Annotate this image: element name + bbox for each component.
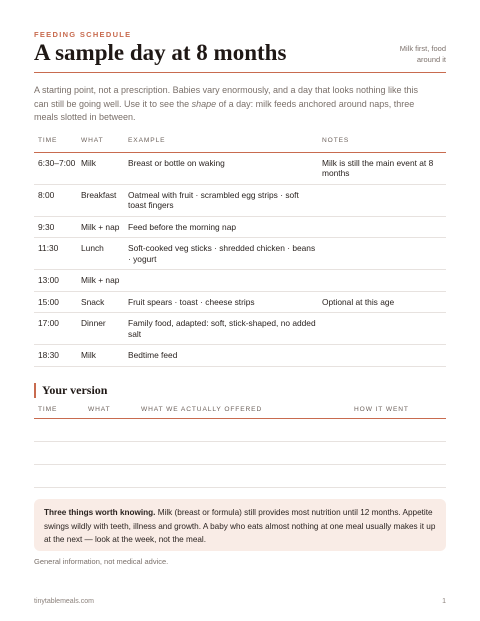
cell-example: Fruit spears · toast · cheese strips (124, 291, 318, 313)
column-header-time: TIME (34, 132, 77, 152)
cell-time: 15:00 (34, 291, 77, 313)
cell-what: Snack (77, 291, 124, 313)
cell-example: Bedtime feed (124, 345, 318, 367)
section-accent-bar (34, 383, 36, 398)
blank-cell[interactable] (84, 419, 137, 442)
cell-what: Milk (77, 345, 124, 367)
blank-entry-row[interactable] (34, 419, 446, 442)
column-header-offered: WHAT WE ACTUALLY OFFERED (137, 401, 350, 419)
cell-time: 8:00 (34, 184, 77, 216)
cell-what: Milk + nap (77, 216, 124, 238)
schedule-header-row (34, 132, 446, 152)
column-header-example: EXAMPLE (124, 132, 318, 152)
blank-cell[interactable] (84, 465, 137, 488)
intro-paragraph (34, 84, 434, 125)
cell-time: 17:00 (34, 313, 77, 345)
cell-time: 9:30 (34, 216, 77, 238)
cell-notes (318, 216, 446, 238)
blank-cell[interactable] (350, 419, 446, 442)
cell-example: Feed before the morning nap (124, 216, 318, 238)
your-version-header-row (34, 401, 446, 419)
table-row (34, 216, 446, 238)
cell-notes (318, 270, 446, 292)
cell-example: Breast or bottle on waking (124, 152, 318, 184)
blank-cell[interactable] (34, 442, 84, 465)
table-row (34, 184, 446, 216)
blank-cell[interactable] (350, 442, 446, 465)
disclaimer: General information, not medical advice. (34, 557, 169, 566)
blank-cell[interactable] (137, 419, 350, 442)
column-header-what: WHAT (84, 401, 137, 419)
intro-emphasis: shape (191, 98, 217, 109)
callout-box (34, 499, 446, 551)
table-row (34, 345, 446, 367)
table-row (34, 270, 446, 292)
cell-what: Milk + nap (77, 270, 124, 292)
cell-what: Dinner (77, 313, 124, 345)
cell-notes (318, 238, 446, 270)
callout-lead: Three things worth knowing. (44, 508, 156, 517)
schedule-table (34, 132, 446, 367)
blank-cell[interactable] (34, 419, 84, 442)
cell-example: Family food, adapted: soft, stick-shaped, no added salt (124, 313, 318, 345)
intro-text-1: A starting point, not a prescription. Babies vary enormously, and a day that looks nothing like this can still be going well. Use it to see the (34, 85, 419, 109)
table-row (34, 313, 446, 345)
blank-cell[interactable] (84, 442, 137, 465)
cell-example: Soft-cooked veg sticks · shredded chicken · beans · yogurt (124, 238, 318, 270)
title-rule (34, 72, 446, 73)
cell-time: 6:30–7:00 (34, 152, 77, 184)
blank-cell[interactable] (34, 465, 84, 488)
column-header-how-it-went: HOW IT WENT (350, 401, 446, 419)
cell-example (124, 270, 318, 292)
column-header-time: TIME (34, 401, 84, 419)
cell-notes (318, 184, 446, 216)
eyebrow-label: FEEDING SCHEDULE (34, 30, 132, 39)
cell-time: 13:00 (34, 270, 77, 292)
cell-notes (318, 345, 446, 367)
cell-what: Milk (77, 152, 124, 184)
column-header-notes: NOTES (318, 132, 446, 152)
table-row (34, 291, 446, 313)
your-version-heading: Your version (42, 383, 108, 397)
cell-what: Breakfast (77, 184, 124, 216)
cell-time: 18:30 (34, 345, 77, 367)
cell-example: Oatmeal with fruit · scrambled egg strips · soft toast fingers (124, 184, 318, 216)
table-row (34, 152, 446, 184)
your-version-table (34, 401, 446, 488)
page-title: A sample day at 8 months (34, 40, 287, 65)
intro-text-2: of a day: milk feeds anchored around naps, three meals slotted in between. (34, 98, 415, 122)
side-note: Milk first, food around it (399, 44, 446, 64)
cell-notes: Milk is still the main event at 8 months (318, 152, 446, 184)
cell-notes: Optional at this age (318, 291, 446, 313)
blank-entry-row[interactable] (34, 465, 446, 488)
blank-cell[interactable] (350, 465, 446, 488)
page-number: 1 (442, 598, 446, 605)
column-header-what: WHAT (77, 132, 124, 152)
blank-cell[interactable] (137, 442, 350, 465)
cell-what: Lunch (77, 238, 124, 270)
cell-time: 11:30 (34, 238, 77, 270)
callout-body: Milk (breast or formula) still provides most nutrition until 12 months. Appetite swings wildly with teeth, illness and growth. A baby who eats almost nothing at one meal usually makes it up at the next — look at the week, not the meal. (44, 508, 436, 544)
blank-entry-row[interactable] (34, 442, 446, 465)
cell-notes (318, 313, 446, 345)
footer-site-link[interactable]: tinytablemeals.com (34, 598, 94, 605)
table-row (34, 238, 446, 270)
blank-cell[interactable] (137, 465, 350, 488)
